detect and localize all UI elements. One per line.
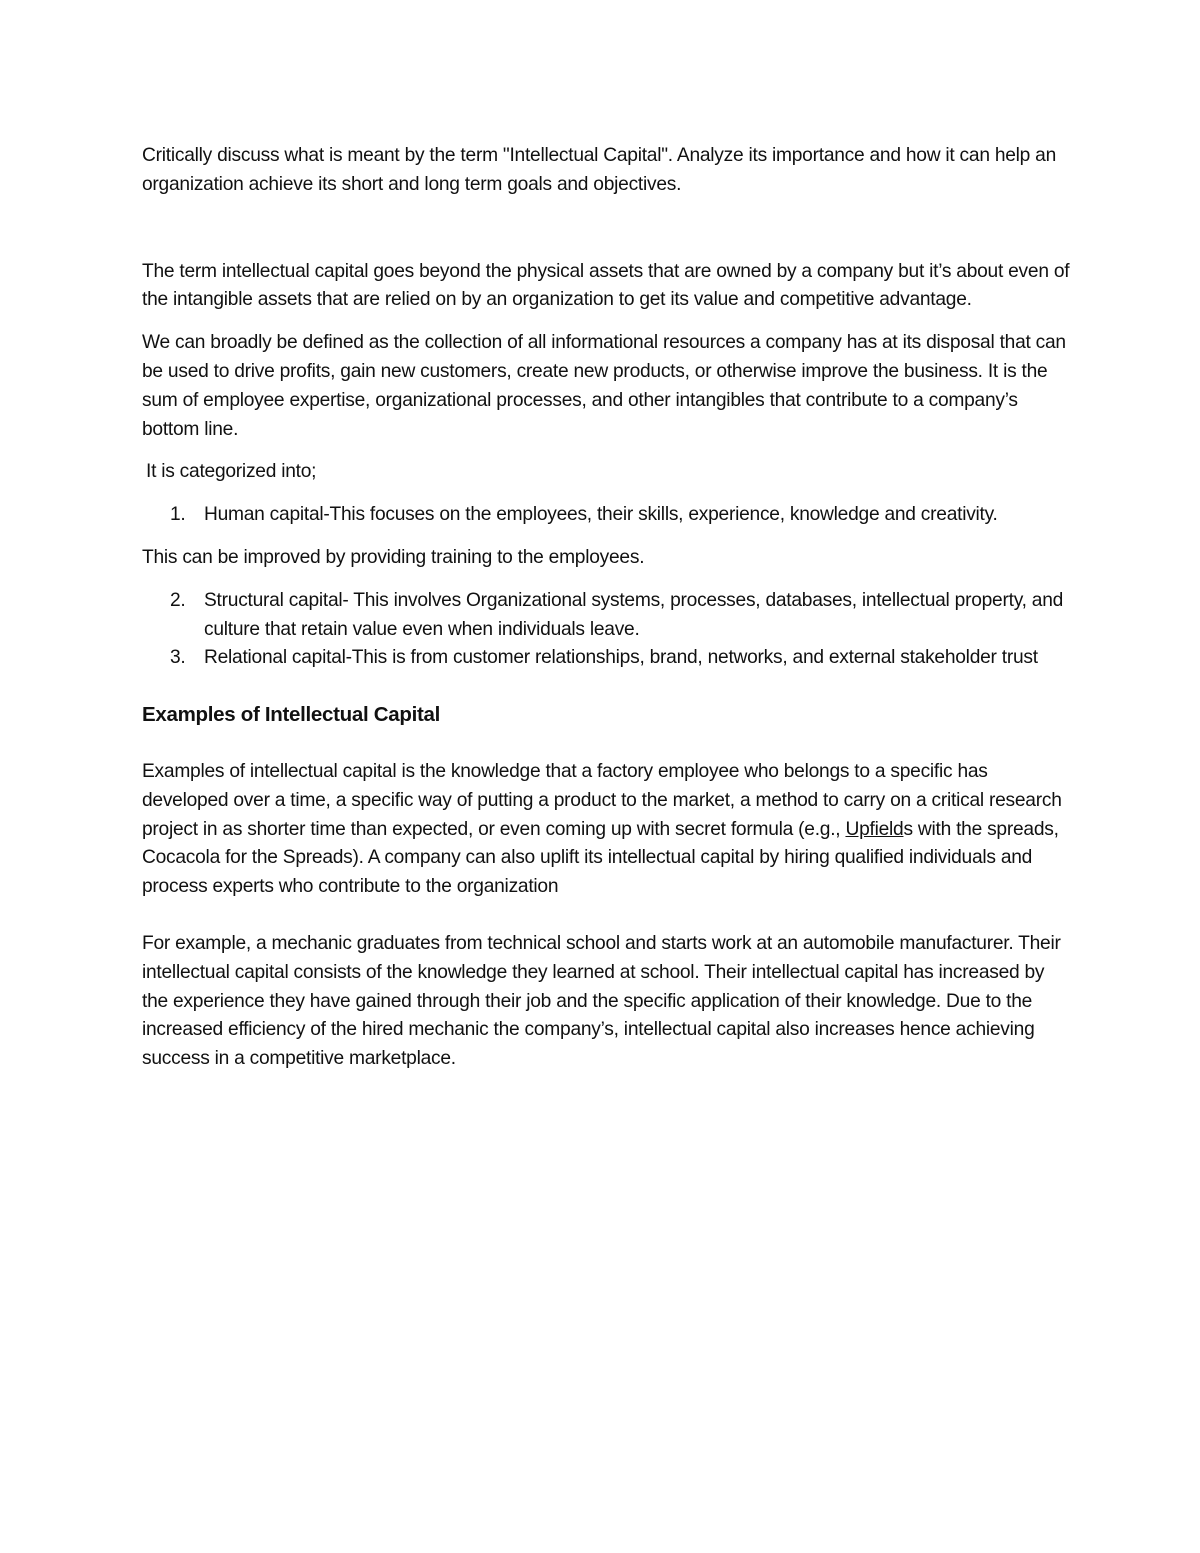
examples-text-after: s with the spreads, Cocacola for the Spreads). A company can also uplift its intellectual capital by hiring qualified individuals and process experts who contribute to the organization — [142, 818, 1059, 898]
list-item-human-capital — [142, 501, 1070, 530]
intro-paragraph: The term intellectual capital goes beyond the physical assets that are owned by a company but it’s about even of the intangible assets that are relied on by an organization to get its value and competitive advantage. — [142, 260, 1070, 311]
document-body — [142, 142, 1070, 1088]
categorized-label: It is categorized into; — [146, 461, 317, 483]
list-number: 2. — [170, 589, 186, 611]
list-item-text: Human capital-This focuses on the employees, their skills, experience, knowledge and creativity. — [204, 504, 998, 526]
definition-paragraph: We can broadly be defined as the collection of all informational resources a company has at its disposal that can be used to drive profits, gain new customers, create new products, or otherwise improve the business. It is the sum of employee expertise, organizational processes, and other intangibles that contribute to a company’s bottom line. — [142, 332, 1066, 440]
list-item-text: Structural capital- This involves Organizational systems, processes, databases, intellectual property, and culture that retain value even when individuals leave. — [204, 589, 1064, 640]
category-list-second — [142, 587, 1070, 673]
question-prompt: Critically discuss what is meant by the term "Intellectual Capital". Analyze its importance and how it can help an organization achieve its short and long term goals and objectives. — [142, 145, 1057, 195]
examples-paragraph — [142, 758, 1070, 902]
examples-heading: Examples of Intellectual Capital — [142, 703, 440, 727]
examples-text-before: Examples of intellectual capital is the knowledge that a factory employee who belongs to a specific has developed over a time, a specific way of putting a product to the market, a method to carry on a critical research project in as shorter time than expected, or even coming up with secret formula (e.g., — [142, 760, 1062, 840]
list-number: 1. — [170, 504, 186, 526]
list-item-relational-capital — [142, 644, 1070, 673]
training-note: This can be improved by providing training to the employees. — [142, 546, 645, 568]
list-item-structural-capital — [142, 587, 1070, 645]
mechanic-paragraph: For example, a mechanic graduates from technical school and starts work at an automobile manufacturer. Their intellectual capital consists of the knowledge they learned at school. Their intellectual capital has increased by the experience they have gained through their job and the specific application of their knowledge. Due to the increased efficiency of the hired mechanic the company’s, intellectual capital also increases hence achieving success in a competitive marketplace. — [142, 932, 1061, 1070]
underlined-word: Upfield — [845, 818, 904, 840]
list-number: 3. — [170, 647, 186, 669]
list-item-text: Relational capital-This is from customer relationships, brand, networks, and external stakeholder trust — [204, 647, 1038, 669]
category-list-first — [142, 501, 1070, 530]
